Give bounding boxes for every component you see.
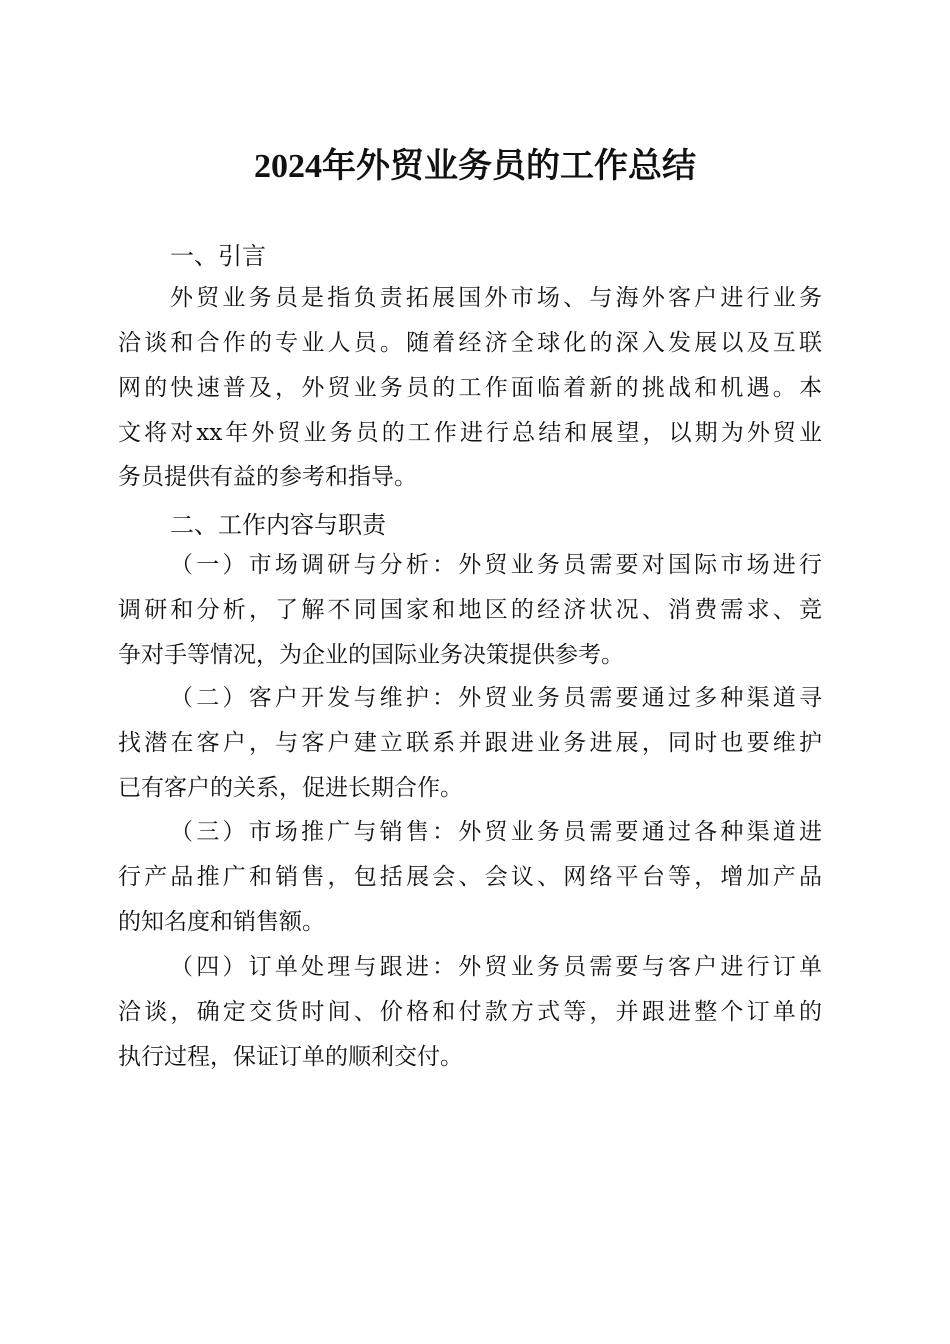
paragraph-line: 洽谈，确定交货时间、价格和付款方式等，并跟进整个订单的: [118, 999, 822, 1025]
paragraph-line: 争对手等情况，为企业的国际业务决策提供参考。: [118, 642, 624, 668]
document-title: 2024年外贸业务员的工作总结: [254, 148, 696, 185]
paragraph-line: 找潜在客户，与客户建立联系并跟进业务进展，同时也要维护: [118, 730, 822, 756]
intro-line: 外贸业务员是指负责拓展国外市场、与海外客户进行业务: [170, 285, 822, 311]
intro-line: 文将对xx年外贸业务员的工作进行总结和展望，以期为外贸业: [118, 420, 822, 446]
paragraph-line: 已有客户的关系，促进长期合作。: [118, 775, 463, 801]
intro-line: 务员提供有益的参考和指导。: [118, 464, 417, 490]
paragraph-line: 的知名度和销售额。: [118, 909, 325, 935]
paragraph-line: （三）市场推广与销售：外贸业务员需要通过各种渠道进: [170, 819, 822, 845]
paragraph-line: 执行过程，保证订单的顺利交付。: [118, 1044, 463, 1070]
section-heading-duties: 二、工作内容与职责: [170, 511, 386, 539]
intro-line: 网的快速普及，外贸业务员的工作面临着新的挑战和机遇。本: [118, 375, 822, 401]
paragraph-line: （一）市场调研与分析：外贸业务员需要对国际市场进行: [170, 552, 822, 578]
paragraph-line: 调研和分析，了解不同国家和地区的经济状况、消费需求、竞: [118, 597, 822, 623]
section-heading-intro: 一、引言: [170, 242, 266, 270]
paragraph-line: 行产品推广和销售，包括展会、会议、网络平台等，增加产品: [118, 864, 822, 890]
paragraph-line: （二）客户开发与维护：外贸业务员需要通过多种渠道寻: [170, 685, 822, 711]
intro-line: 洽谈和合作的专业人员。随着经济全球化的深入发展以及互联: [118, 330, 822, 356]
paragraph-line: （四）订单处理与跟进：外贸业务员需要与客户进行订单: [170, 954, 822, 980]
